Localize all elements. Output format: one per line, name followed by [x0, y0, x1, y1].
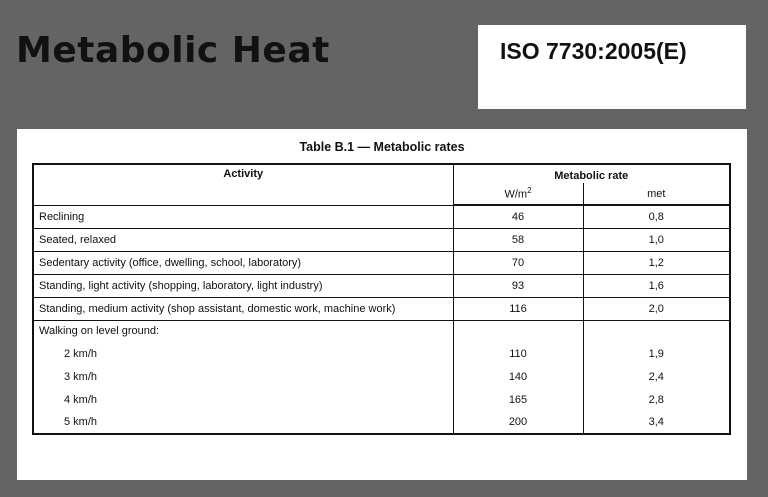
cell-met: 3,4	[583, 411, 730, 434]
cell-wm2: 93	[453, 274, 583, 297]
metabolic-rates-table	[32, 163, 731, 435]
walking-group-header	[33, 320, 730, 342]
empty-cell	[583, 320, 730, 342]
cell-met: 1,2	[583, 251, 730, 274]
cell-wm2: 165	[453, 388, 583, 411]
table-row	[33, 297, 730, 320]
header-activity: Activity	[33, 164, 453, 205]
standard-box	[478, 25, 746, 109]
cell-met: 2,0	[583, 297, 730, 320]
standard-label: ISO 7730:2005(E)	[500, 38, 687, 64]
table-caption: Table B.1 — Metabolic rates	[299, 140, 465, 154]
table-row	[33, 228, 730, 251]
table-header-row	[33, 164, 730, 183]
table-row	[33, 251, 730, 274]
cell-activity: 3 km/h	[33, 365, 453, 388]
cell-wm2: 200	[453, 411, 583, 434]
cell-wm2: 140	[453, 365, 583, 388]
cell-wm2: 110	[453, 342, 583, 365]
document-excerpt	[17, 129, 747, 480]
table-row	[33, 274, 730, 297]
cell-activity: Sedentary activity (office, dwelling, school, laboratory)	[33, 251, 453, 274]
cell-wm2: 58	[453, 228, 583, 251]
table-row	[33, 342, 730, 365]
cell-met: 0,8	[583, 205, 730, 228]
cell-activity: Standing, medium activity (shop assistant, domestic work, machine work)	[33, 297, 453, 320]
slide-title: Metabolic Heat	[16, 30, 330, 71]
walking-label: Walking on level ground:	[33, 320, 453, 342]
cell-met: 1,6	[583, 274, 730, 297]
cell-activity: Seated, relaxed	[33, 228, 453, 251]
unit-wm2-sup: 2	[527, 186, 532, 196]
cell-activity: Standing, light activity (shopping, laboratory, light industry)	[33, 274, 453, 297]
cell-activity: 5 km/h	[33, 411, 453, 434]
cell-wm2: 116	[453, 297, 583, 320]
cell-met: 2,8	[583, 388, 730, 411]
empty-cell	[453, 320, 583, 342]
header-metabolic-rate: Metabolic rate	[453, 164, 730, 183]
cell-activity: Reclining	[33, 205, 453, 228]
cell-wm2: 70	[453, 251, 583, 274]
cell-wm2: 46	[453, 205, 583, 228]
table-row	[33, 388, 730, 411]
table-row	[33, 365, 730, 388]
cell-met: 1,9	[583, 342, 730, 365]
header-unit-met: met	[583, 183, 730, 205]
cell-activity: 2 km/h	[33, 342, 453, 365]
table-row	[33, 411, 730, 434]
cell-activity: 4 km/h	[33, 388, 453, 411]
table-row	[33, 205, 730, 228]
cell-met: 2,4	[583, 365, 730, 388]
unit-wm2-base: W/m	[504, 188, 528, 201]
cell-met: 1,0	[583, 228, 730, 251]
header-unit-wm2	[453, 183, 583, 205]
